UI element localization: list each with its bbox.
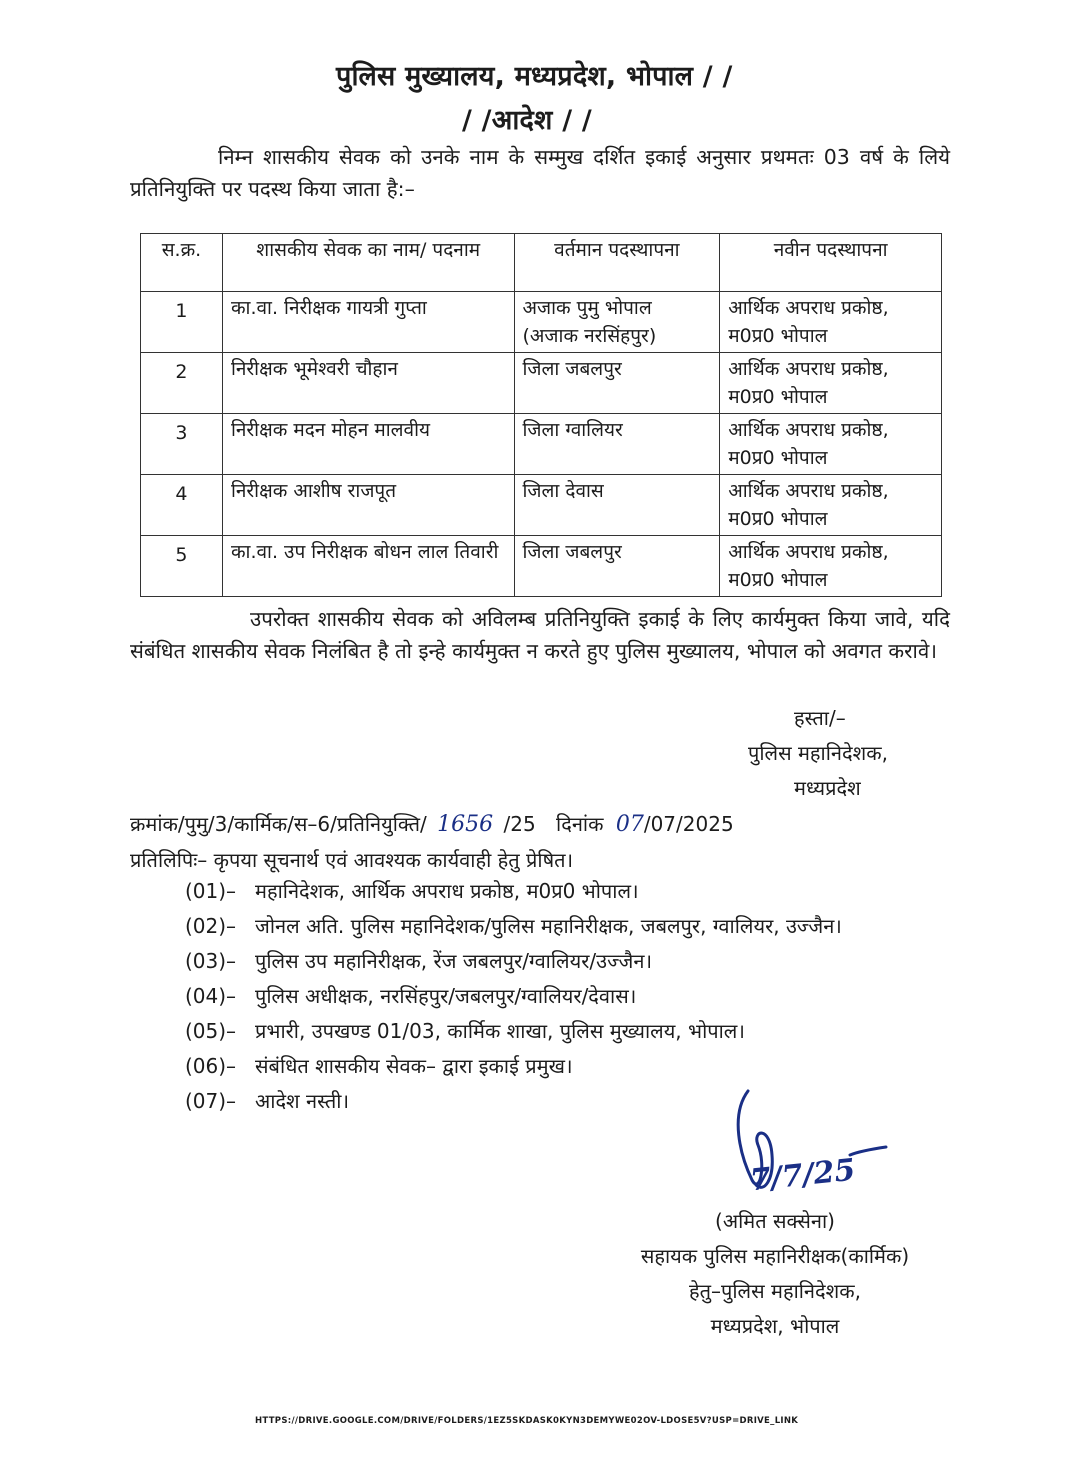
signatory-name: (अमित सक्सेना) xyxy=(715,1209,835,1233)
col-header-new: नवीन पदस्थापना xyxy=(720,234,942,292)
list-item-text: पुलिस उप महानिरीक्षक, रेंज जबलपुर/ग्वालियर/उज्जैन। xyxy=(255,949,653,973)
cell-sn: 4 xyxy=(141,475,223,536)
cell-current: जिला ग्वालियर xyxy=(514,414,720,475)
list-item-number: (07)– xyxy=(185,1089,237,1113)
cell-current: जिला जबलपुर xyxy=(514,536,720,597)
col-header-current: वर्तमान पदस्थापना xyxy=(514,234,720,292)
list-item-number: (01)– xyxy=(185,879,237,903)
cell-current: जिला देवास xyxy=(514,475,720,536)
list-item xyxy=(185,946,950,977)
table-row xyxy=(141,292,942,353)
list-item-text: संबंधित शासकीय सेवक– द्वारा इकाई प्रमुख। xyxy=(255,1054,573,1078)
list-item xyxy=(185,1051,950,1082)
order-number-handwritten: 1656 xyxy=(437,812,494,837)
table-header-row xyxy=(141,234,942,292)
cell-name: निरीक्षक मदन मोहन मालवीय xyxy=(222,414,514,475)
list-item-number: (02)– xyxy=(185,914,237,938)
order-reference xyxy=(130,810,734,837)
posting-table xyxy=(140,233,942,597)
list-item-number: (05)– xyxy=(185,1019,237,1043)
cell-name: निरीक्षक भूमेश्वरी चौहान xyxy=(222,353,514,414)
list-item-text: पुलिस अधीक्षक, नरसिंहपुर/जबलपुर/ग्वालियर/देवास। xyxy=(255,984,637,1008)
signatory-place: मध्यप्रदेश, भोपाल xyxy=(710,1314,840,1338)
list-item xyxy=(185,981,950,1012)
cell-new: आर्थिक अपराध प्रकोष्ठ, म0प्र0 भोपाल xyxy=(720,536,942,597)
order-year: /25 xyxy=(503,812,536,836)
cell-current: अजाक पुमु भोपाल (अजाक नरसिंहपुर) xyxy=(514,292,720,353)
cell-new: आर्थिक अपराध प्रकोष्ठ, म0प्र0 भोपाल xyxy=(720,353,942,414)
signatory-for-line: हेतु–पुलिस महानिदेशक, xyxy=(689,1279,861,1303)
cell-new: आर्थिक अपराध प्रकोष्ठ, म0प्र0 भोपाल xyxy=(720,414,942,475)
signature-block xyxy=(590,1206,960,1342)
document-title: पुलिस मुख्यालय, मध्यप्रदेश, भोपाल / / xyxy=(336,61,733,92)
footer-url: HTTPS://DRIVE.GOOGLE.COM/DRIVE/FOLDERS/1EZ5SKDASK0KYN3DEMYWE02OV-LDOSE5V?USP=DRIVE_LINK xyxy=(255,1416,799,1426)
dgp-designation: पुलिस महानिदेशक, xyxy=(748,741,888,765)
cell-new: आर्थिक अपराध प्रकोष्ठ, म0प्र0 भोपाल xyxy=(720,475,942,536)
order-ref-prefix: क्रमांक/पुमु/3/कार्मिक/स–6/प्रतिनियुक्ति/ xyxy=(130,812,427,836)
list-item-number: (03)– xyxy=(185,949,237,973)
cell-sn: 1 xyxy=(141,292,223,353)
cell-sn: 3 xyxy=(141,414,223,475)
list-item-number: (04)– xyxy=(185,984,237,1008)
dgp-signoff xyxy=(720,704,940,801)
col-header-name: शासकीय सेवक का नाम/ पदनाम xyxy=(222,234,514,292)
cell-name: का.वा. उप निरीक्षक बोधन लाल तिवारी xyxy=(222,536,514,597)
copy-heading: प्रतिलिपिः– कृपया सूचनार्थ एवं आवश्यक कार्यवाही हेतु प्रेषित। xyxy=(130,848,574,872)
cell-sn: 2 xyxy=(141,353,223,414)
cell-name: का.वा. निरीक्षक गायत्री गुप्ता xyxy=(222,292,514,353)
cell-sn: 5 xyxy=(141,536,223,597)
copy-list xyxy=(185,876,950,1117)
list-item xyxy=(185,876,950,907)
table-row xyxy=(141,353,942,414)
list-item-text: महानिदेशक, आर्थिक अपराध प्रकोष्ठ, म0प्र0 भोपाल। xyxy=(255,879,639,903)
list-item-text: प्रभारी, उपखण्ड 01/03, कार्मिक शाखा, पुलिस मुख्यालय, भोपाल। xyxy=(255,1019,745,1043)
date-label: दिनांक xyxy=(556,812,604,836)
document-subtitle: / /आदेश / / xyxy=(462,105,592,136)
cell-current: जिला जबलपुर xyxy=(514,353,720,414)
relief-paragraph: उपरोक्त शासकीय सेवक को अविलम्ब प्रतिनियुक्ति इकाई के लिए कार्यमुक्त किया जावे, यदि संबंधित शासकीय सेवक निलंबित है तो इन्हे कार्यमुक्त न करते हुए पुलिस मुख्यालय, भोपाल को अवगत करावे। xyxy=(130,607,950,663)
dgp-state: मध्यप्रदेश xyxy=(794,776,861,800)
table-row xyxy=(141,536,942,597)
col-header-sn: स.क्र. xyxy=(141,234,223,292)
table-row xyxy=(141,475,942,536)
signature-date-handwritten: 7/7/25 xyxy=(748,1152,857,1199)
list-item-text: आदेश नस्ती। xyxy=(255,1089,350,1113)
list-item xyxy=(185,911,950,942)
sd-mark: हस्ता/– xyxy=(794,706,846,730)
cell-name: निरीक्षक आशीष राजपूत xyxy=(222,475,514,536)
date-day-handwritten: 07 xyxy=(615,812,644,837)
list-item-text: जोनल अति. पुलिस महानिदेशक/पुलिस महानिरीक्षक, जबलपुर, ग्वालियर, उज्जैन। xyxy=(255,914,842,938)
list-item xyxy=(185,1016,950,1047)
date-rest: /07/2025 xyxy=(643,812,734,836)
table-row xyxy=(141,414,942,475)
signatory-designation: सहायक पुलिस महानिरीक्षक(कार्मिक) xyxy=(640,1244,910,1268)
list-item-number: (06)– xyxy=(185,1054,237,1078)
cell-new: आर्थिक अपराध प्रकोष्ठ, म0प्र0 भोपाल xyxy=(720,292,942,353)
intro-paragraph: निम्न शासकीय सेवक को उनके नाम के सम्मुख दर्शित इकाई अनुसार प्रथमतः 03 वर्ष के लिये प्रतिनियुक्ति पर पदस्थ किया जाता है:– xyxy=(130,145,950,201)
